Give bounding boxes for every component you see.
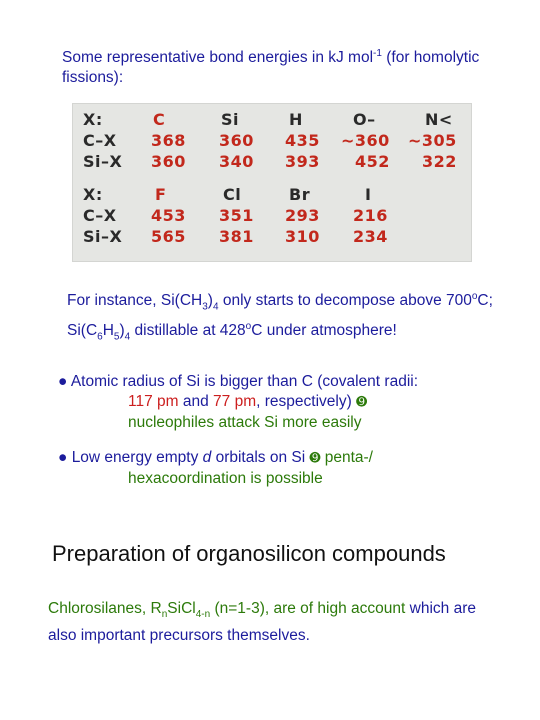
block2-row1-label: C–X xyxy=(83,206,117,225)
p2-text: For instance, Si(CH xyxy=(67,292,203,310)
p3-text-blue: which are also important precursors themselves. xyxy=(48,600,476,645)
block1-row1-value: 360 xyxy=(219,131,254,150)
block2-row2-label: Si–X xyxy=(83,227,123,246)
block1-row2-value: 360 xyxy=(151,152,186,171)
block1-row2-value: 322 xyxy=(422,152,457,171)
bullet-marker: ● xyxy=(58,449,68,466)
block2-row1-value: 351 xyxy=(219,206,254,225)
arrow-icon: ➒ xyxy=(356,395,367,410)
bullet1-conclusion: nucleophiles attack Si more easily xyxy=(128,414,362,431)
p2-text: C under atmosphere! xyxy=(251,322,397,340)
p2-degree: o xyxy=(245,321,252,333)
arrow-icon: ➒ xyxy=(309,451,321,466)
bond-energy-table-image xyxy=(72,103,472,262)
p3-text: Chlorosilanes, R xyxy=(48,600,162,617)
block2-row1-value: 293 xyxy=(285,206,320,225)
d-orbital-italic: d xyxy=(202,449,212,466)
bullet2-text: Low energy empty xyxy=(71,449,203,466)
p3-sub: n xyxy=(161,609,168,621)
p2-sub: 4 xyxy=(212,301,219,313)
block1-row2-label: Si–X xyxy=(83,152,123,171)
bullet1-tail: , respectively) xyxy=(256,393,352,410)
p2-text: ) xyxy=(207,292,213,310)
block1-row1-label: C–X xyxy=(83,131,117,150)
p2-text: ) xyxy=(119,322,125,340)
bullet-atomic-radius xyxy=(58,372,518,433)
block1-row2-value: 393 xyxy=(285,152,320,171)
intro-text-tail: (for homolytic fissions): xyxy=(62,49,480,87)
block2-atom-f: F xyxy=(155,185,167,204)
p2-text: only starts to decompose above 700 xyxy=(218,292,472,310)
p2-text: C; Si(C xyxy=(67,292,493,340)
si-radius-value: 117 pm xyxy=(128,393,179,410)
block2-atom-br: Br xyxy=(289,185,311,204)
p3-text: (n=1-3), are of high account xyxy=(210,600,406,617)
block2-row1-value: 453 xyxy=(151,206,186,225)
block1-atom-n: N< xyxy=(425,110,453,129)
intro-text xyxy=(62,44,482,88)
p2-degree: o xyxy=(471,291,478,302)
block1-atom-si: Si xyxy=(221,110,240,129)
bullet2-text: orbitals on Si xyxy=(211,449,310,466)
bullet-marker: ● xyxy=(58,373,68,390)
block1-header: X: xyxy=(83,110,103,129)
block1-atom-c: C xyxy=(153,110,166,129)
block1-row1-value: ~305 xyxy=(408,131,457,150)
p3-text: SiCl xyxy=(167,600,196,617)
intro-exponent: -1 xyxy=(373,48,382,59)
bullet-d-orbitals xyxy=(58,448,518,489)
block2-atom-i: I xyxy=(365,185,372,204)
bullet1-line1: Atomic radius of Si is bigger than C (covalent radii: xyxy=(70,373,419,390)
block1-row1-value: 368 xyxy=(151,131,186,150)
block2-atom-cl: Cl xyxy=(223,185,242,204)
bullet1-mid: and xyxy=(178,393,214,410)
block1-row2-value: 452 xyxy=(355,152,390,171)
block1-row1-value: ~360 xyxy=(341,131,390,150)
p2-sub: 5 xyxy=(113,331,120,343)
bullet2-conclusion: penta-/ xyxy=(320,449,373,466)
block1-atom-o: O– xyxy=(353,110,376,129)
block2-row2-value: 310 xyxy=(285,227,320,246)
block1-atom-h: H xyxy=(289,110,303,129)
p2-text: distillable at 428 xyxy=(130,322,246,340)
section-heading: Preparation of organosilicon compounds xyxy=(52,541,446,566)
p2-sub: 6 xyxy=(97,331,103,343)
intro-text-main: Some representative bond energies in kJ mol xyxy=(62,49,374,67)
decomposition-paragraph xyxy=(67,287,497,348)
block1-row2-value: 340 xyxy=(219,152,254,171)
block1-row1-value: 435 xyxy=(285,131,320,150)
block2-row2-value: 234 xyxy=(353,227,388,246)
block2-row2-value: 381 xyxy=(219,227,254,246)
block2-row1-value: 216 xyxy=(353,206,388,225)
p3-sub: 4-n xyxy=(195,609,211,621)
chlorosilanes-paragraph xyxy=(48,598,508,646)
p2-sub: 4 xyxy=(124,331,131,343)
p2-sub: 3 xyxy=(202,301,208,313)
c-radius-value: 77 pm xyxy=(213,393,257,410)
p2-text: H xyxy=(102,322,114,340)
block2-header: X: xyxy=(83,185,103,204)
block2-row2-value: 565 xyxy=(151,227,186,246)
bullet2-conclusion-line2: hexacoordination is possible xyxy=(128,470,323,487)
